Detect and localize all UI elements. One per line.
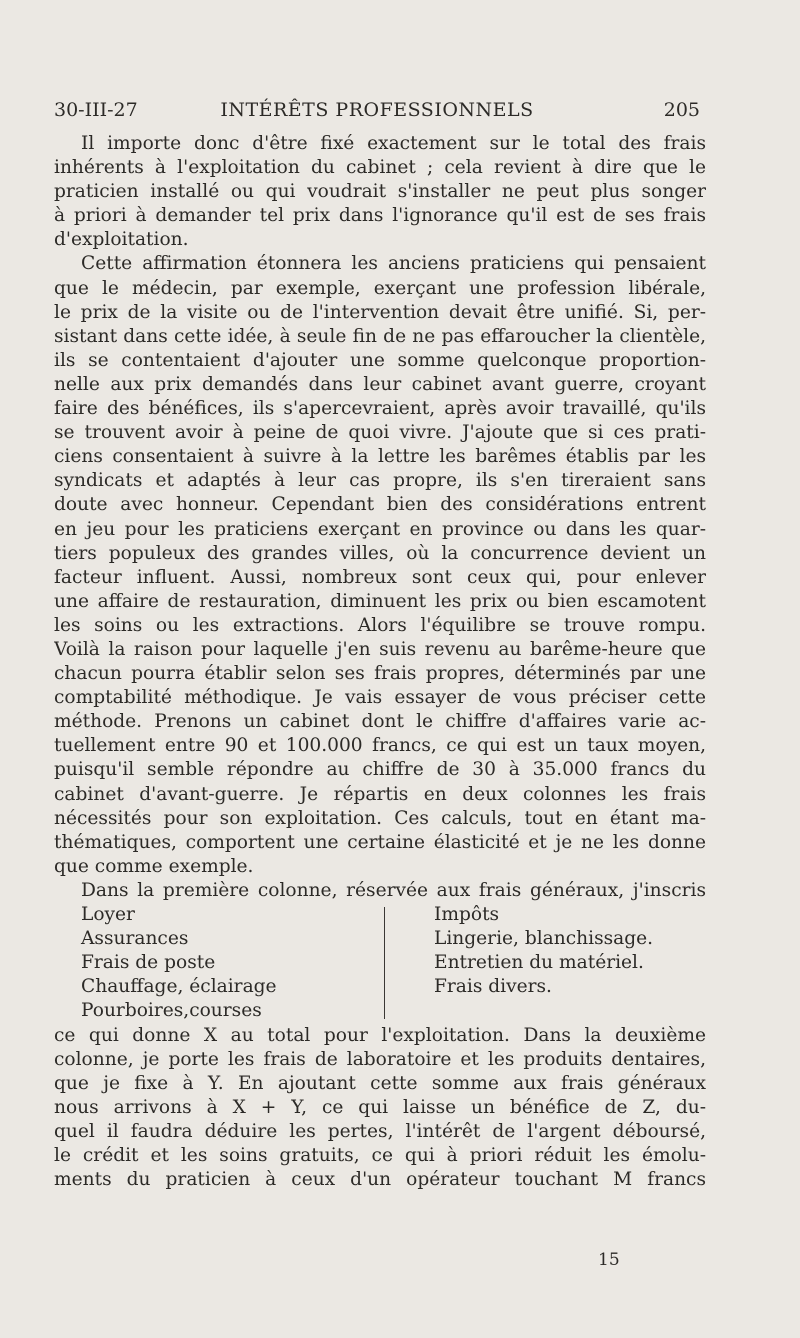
header-date: 30-III-27 [54,99,138,121]
text-line: le prix de la visite ou de l'intervention devait être unifié. Si, per- [54,301,706,323]
text-line: se trouvent avoir à peine de quoi vivre. J'ajoute que si ces prati- [54,422,706,444]
text-line: en jeu pour les praticiens exerçant en province ou dans les quar- [54,518,706,540]
text-line: les soins ou les extractions. Alors l'équilibre se trouve rompu. [54,614,706,636]
text-line: chacun pourra établir selon ses frais propres, déterminés par une [54,663,706,685]
body-text [54,132,706,1192]
text-line: tiers populeux des grandes villes, où la concurrence devient un [54,542,706,564]
body-paragraphs [54,132,706,903]
text-line: cabinet d'avant-guerre. Je répartis en deux colonnes les frais [54,783,706,805]
expense-column-right [434,903,653,999]
text-line: colonne, je porte les frais de laboratoire et les produits dentaires, [54,1048,706,1070]
text-line: méthode. Prenons un cabinet dont le chiffre d'affaires varie ac- [54,711,706,733]
text-line: ciens consentaient à suivre à la lettre les barêmes établis par les [54,446,706,468]
text-line: nelle aux prix demandés dans leur cabinet avant guerre, croyant [54,373,706,395]
text-line: inhérents à l'exploitation du cabinet ; cela revient à dire que le [54,157,706,179]
body-paragraphs-after [54,1024,706,1193]
running-header [54,95,700,125]
text-line: ils se contentaient d'ajouter une somme quelconque proportion- [54,349,706,371]
expense-item: Pourboires,courses [81,1000,262,1022]
text-line: que comme exemple. [54,855,254,877]
expense-item: Entretien du matériel. [434,952,644,974]
text-line: à priori à demander tel prix dans l'ignorance qu'il est de ses frais [54,205,706,227]
expense-item: Chauffage, éclairage [81,976,277,998]
header-title: INTÉRÊTS PROFESSIONNELS [220,99,534,121]
expense-item: Loyer [81,904,135,925]
expense-item: Frais divers. [434,976,552,998]
text-line: Voilà la raison pour laquelle j'en suis revenu au barême-heure que [54,638,706,660]
text-line: d'exploitation. [54,229,189,251]
expense-item: Frais de poste [81,952,216,974]
text-line: ments du praticien à ceux d'un opérateur touchant M francs [54,1169,706,1191]
expense-columns [54,903,706,1024]
text-line: tuellement entre 90 et 100.000 francs, ce qui est un taux moyen, [54,735,706,757]
text-line: puisqu'il semble répondre au chiffre de 30 à 35.000 francs du [54,759,706,781]
expense-column-left [81,903,277,1023]
text-line: une affaire de restauration, diminuent les prix ou bien escamotent [54,590,706,612]
text-line: que le médecin, par exemple, exerçant une profession libérale, [54,277,706,299]
expense-item: Impôts [434,904,500,925]
text-line: Cette affirmation étonnera les anciens praticiens qui pensaient [81,253,706,275]
text-line: nécessités pour son exploitation. Ces calculs, tout en étant ma- [54,807,706,829]
signature-mark: 15 [598,1250,620,1270]
text-line: syndicats et adaptés à leur cas propre, ils s'en tireraient sans [54,470,706,492]
text-line: thématiques, comportent une certaine élasticité et je ne les donne [54,831,706,853]
text-line: Dans la première colonne, réservée aux frais généraux, j'inscris [81,879,706,901]
expense-item: Lingerie, blanchissage. [434,928,654,950]
text-line: que je fixe à Y. En ajoutant cette somme aux frais généraux [54,1072,706,1094]
text-line: le crédit et les soins gratuits, ce qui à priori réduit les émolu- [54,1144,706,1166]
text-line: quel il faudra déduire les pertes, l'intérêt de l'argent déboursé, [54,1120,706,1142]
text-line: comptabilité méthodique. Je vais essayer de vous préciser cette [54,687,706,709]
text-line: ce qui donne X au total pour l'exploitation. Dans la deuxième [54,1024,706,1046]
expense-item: Assurances [81,928,189,950]
text-line: Il importe donc d'être fixé exactement sur le total des frais [81,133,706,154]
text-line: facteur influent. Aussi, nombreux sont ceux qui, pour enlever [54,566,706,588]
text-line: faire des bénéfices, ils s'apercevraient, après avoir travaillé, qu'ils [54,398,706,420]
text-line: nous arrivons à X + Y, ce qui laisse un bénéfice de Z, du- [54,1096,706,1118]
text-line: praticien installé ou qui voudrait s'installer ne peut plus songer [54,181,706,203]
page-number: 205 [663,99,700,121]
text-line: doute avec honneur. Cependant bien des considérations entrent [54,494,706,516]
column-divider [384,907,385,1019]
text-line: sistant dans cette idée, à seule fin de ne pas effaroucher la clientèle, [54,325,706,347]
